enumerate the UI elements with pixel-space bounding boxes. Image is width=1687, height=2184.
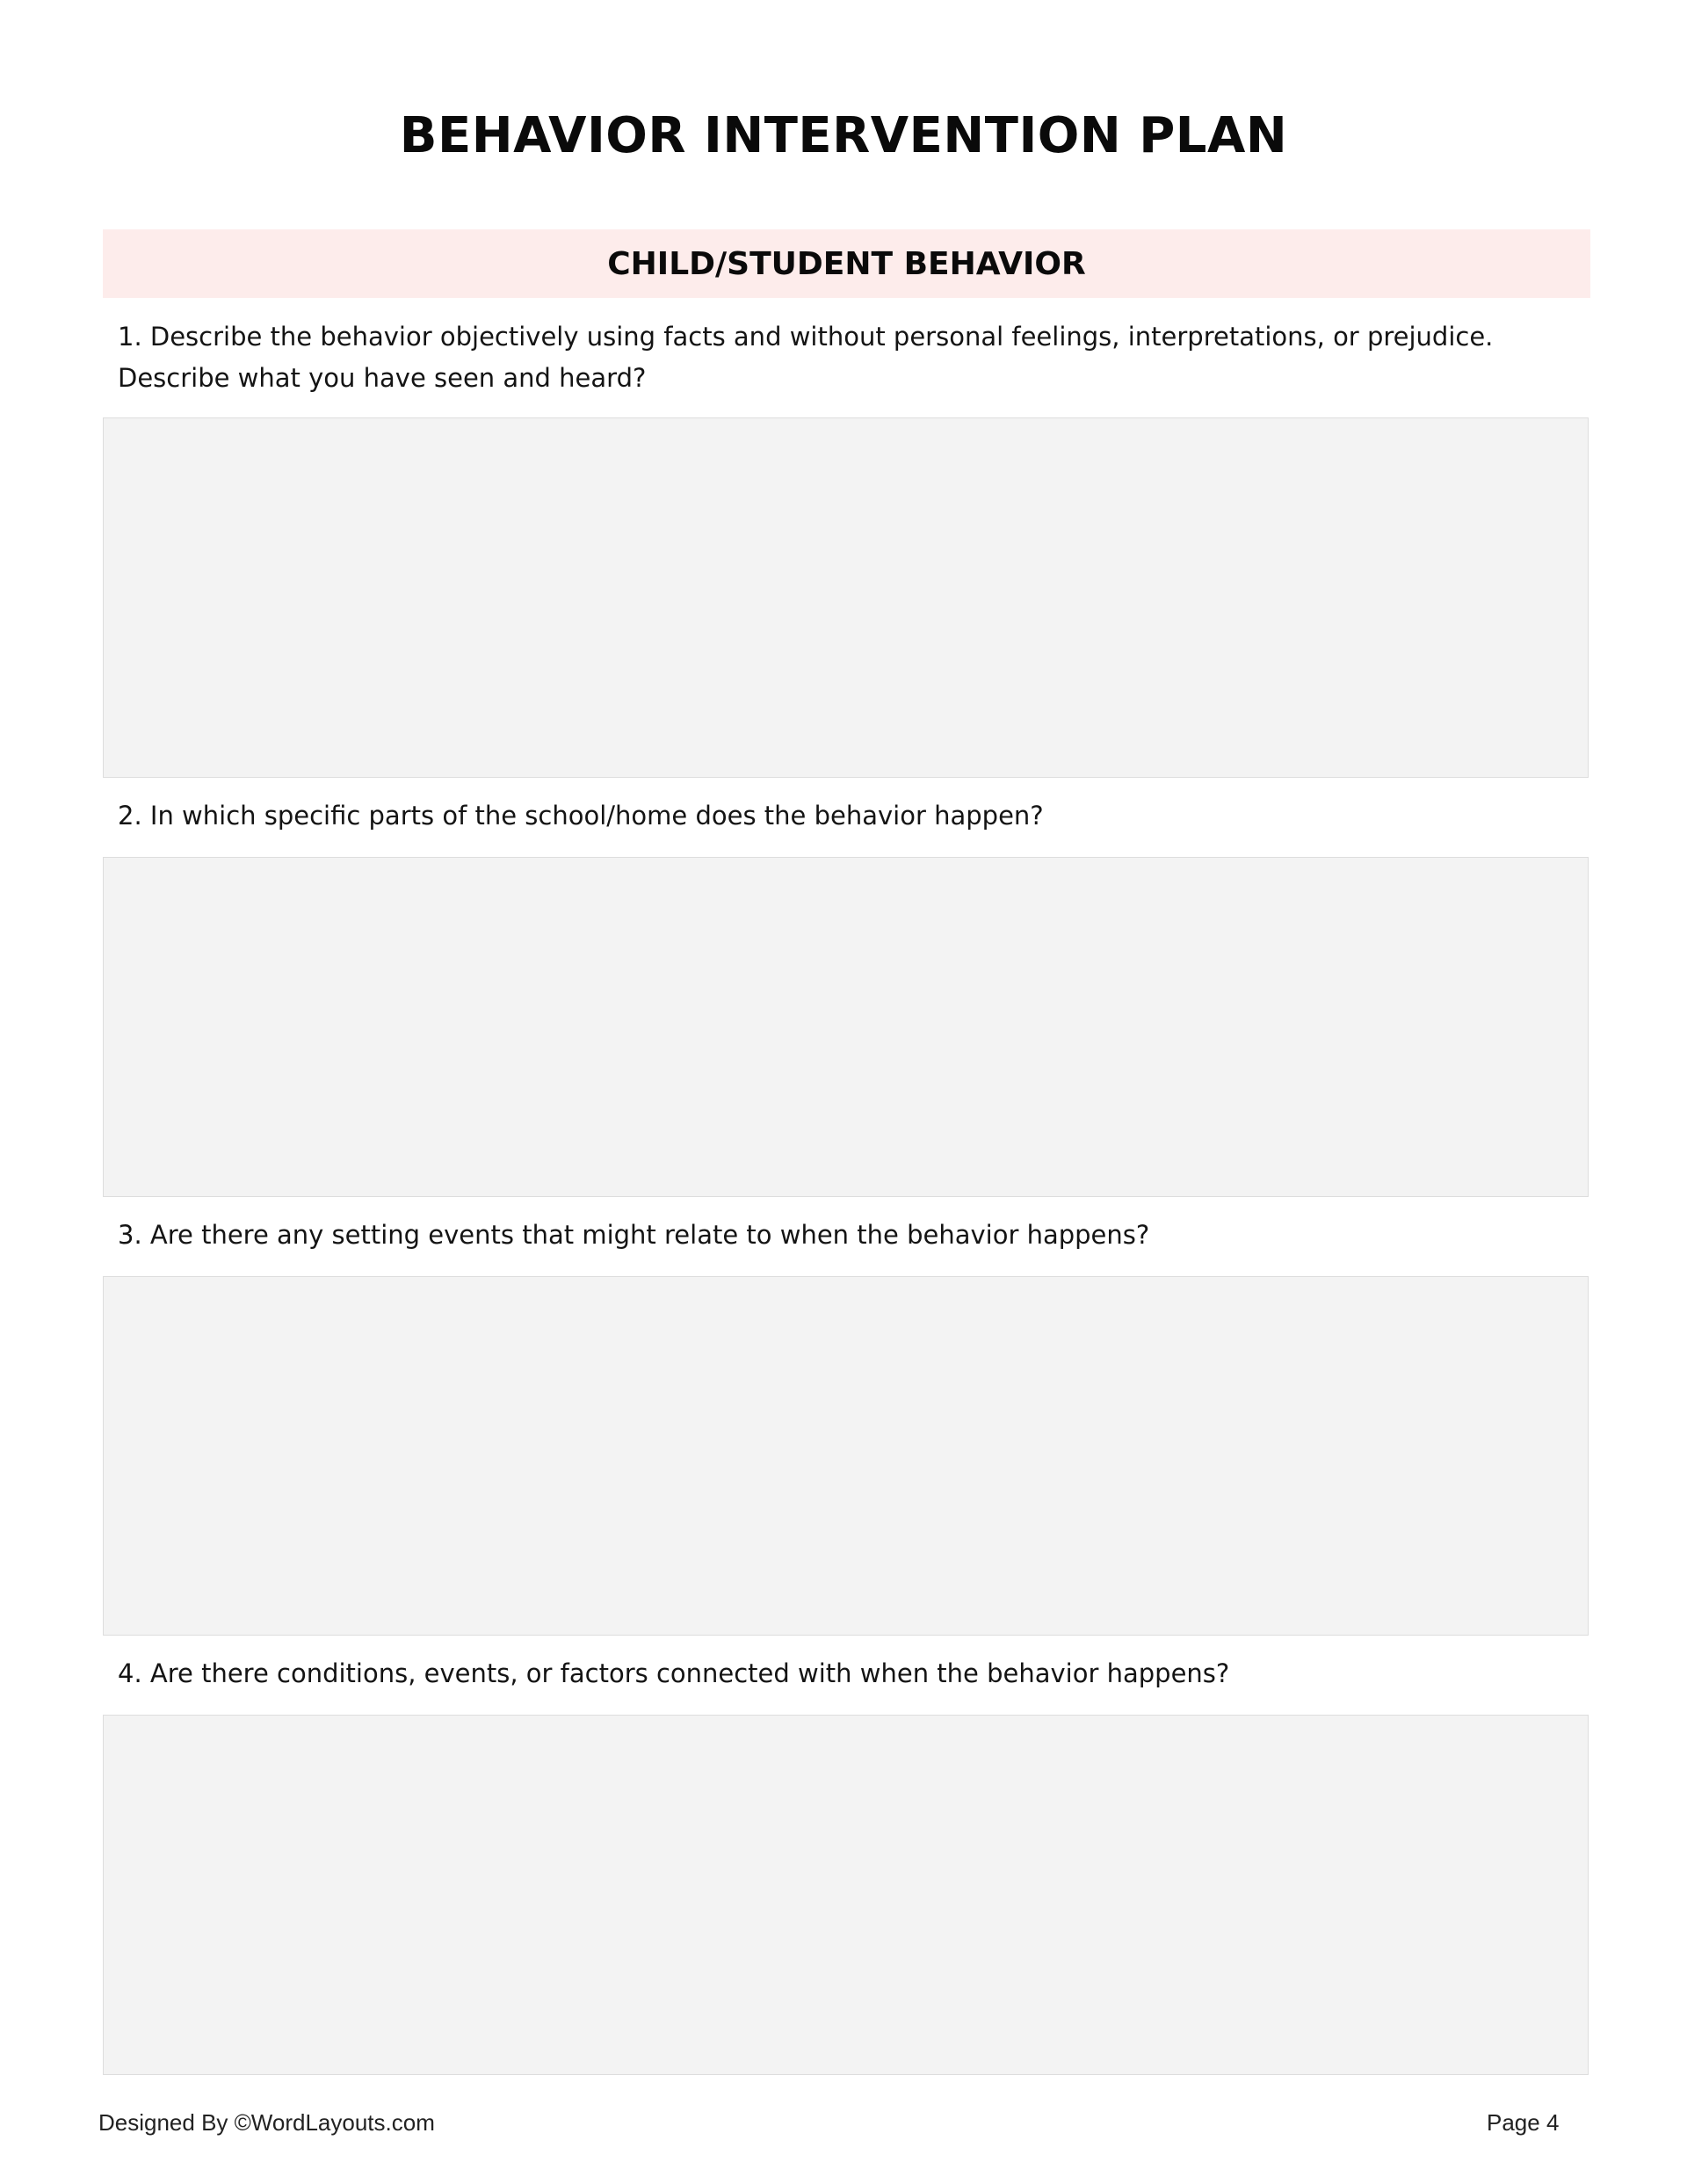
question-2-label: 2. In which specific parts of the school/home does the behavior happen? bbox=[118, 801, 1044, 831]
question-2-answer-field[interactable] bbox=[103, 857, 1589, 1197]
section-title: CHILD/STUDENT BEHAVIOR bbox=[607, 245, 1086, 282]
question-3-label: 3. Are there any setting events that might relate to when the behavior happens? bbox=[118, 1220, 1150, 1250]
question-4-answer-field[interactable] bbox=[103, 1715, 1589, 2075]
question-3-answer-field[interactable] bbox=[103, 1276, 1589, 1636]
section-header bbox=[103, 229, 1590, 298]
question-1-answer-field[interactable] bbox=[103, 417, 1589, 778]
footer-credit: Designed By ©WordLayouts.com bbox=[98, 2109, 435, 2136]
page-number: Page 4 bbox=[1487, 2109, 1560, 2136]
question-4-label: 4. Are there conditions, events, or factors connected with when the behavior happens? bbox=[118, 1658, 1230, 1688]
document-title: BEHAVIOR INTERVENTION PLAN bbox=[399, 107, 1288, 164]
question-1-label: 1. Describe the behavior objectively using facts and without personal feelings, interpretations, or prejudice. Describe what you have seen and heard? bbox=[118, 322, 1494, 393]
